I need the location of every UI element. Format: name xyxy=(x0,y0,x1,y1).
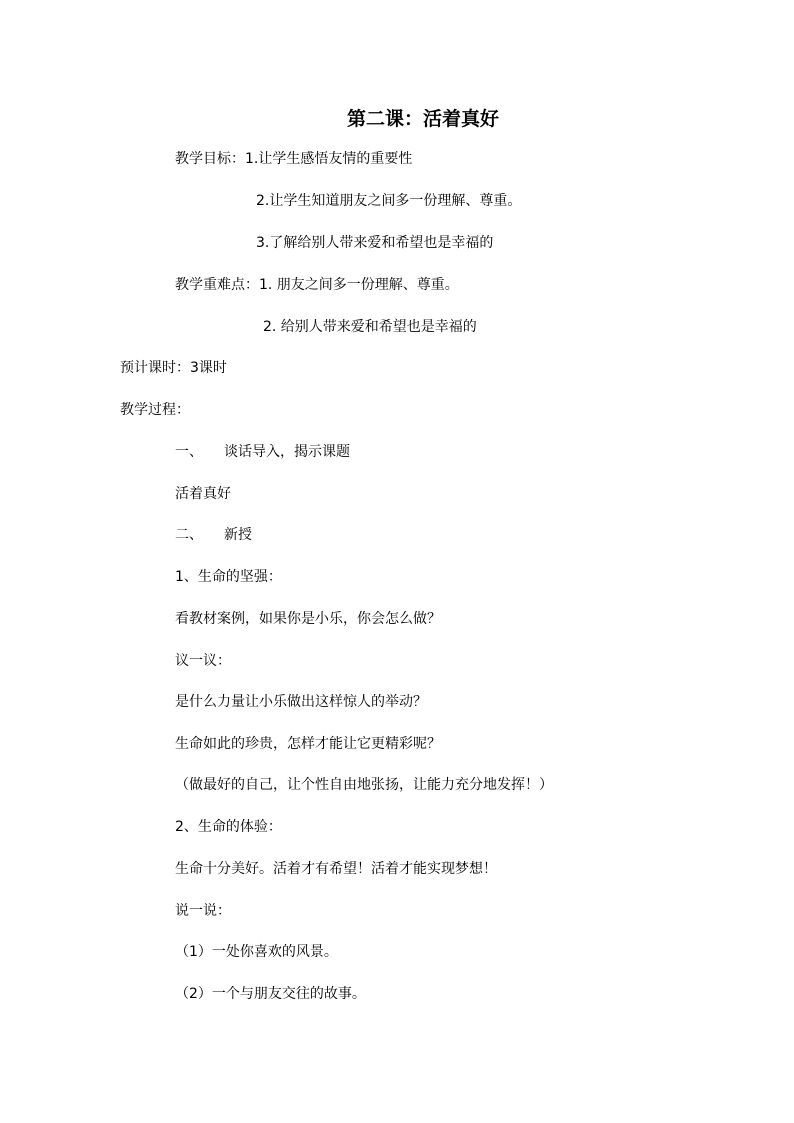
section-title: 谈话导入，揭示课题 xyxy=(224,444,350,460)
paragraph: 说一说： xyxy=(175,903,231,919)
paragraph: 2、生命的体验： xyxy=(175,819,282,835)
key-point-item: 1. 朋友之间多一份理解、尊重。 xyxy=(259,277,459,293)
paragraph: 生命如此的珍贵，怎样才能让它更精彩呢？ xyxy=(175,736,441,752)
section-number: 二、 xyxy=(175,527,203,543)
paragraph: （做最好的自己，让个性自由地张扬，让能力充分地发挥！） xyxy=(175,777,553,793)
key-point-item: 2. 给别人带来爱和希望也是幸福的 xyxy=(263,319,477,335)
section-heading xyxy=(175,443,350,461)
objective-item: 3.了解给别人带来爱和希望也是幸福的 xyxy=(256,235,494,251)
paragraph: 议一议： xyxy=(175,653,231,669)
class-hours: 预计课时：3课时 xyxy=(120,360,227,376)
section-number: 一、 xyxy=(175,444,203,460)
section-title: 新授 xyxy=(224,527,252,543)
objective-item: 1.让学生感悟友情的重要性 xyxy=(245,151,413,167)
objectives-line-1 xyxy=(175,150,412,168)
paragraph: 是什么力量让小乐做出这样惊人的举动？ xyxy=(175,694,427,710)
paragraph: （1）一处你喜欢的风景。 xyxy=(175,944,338,960)
paragraph: 活着真好 xyxy=(175,486,231,502)
key-points-label: 教学重难点： xyxy=(175,277,259,293)
objectives-label: 教学目标： xyxy=(175,151,245,167)
document-title: 第二课：活着真好 xyxy=(346,108,499,130)
paragraph: 看教材案例，如果你是小乐，你会怎么做？ xyxy=(175,611,441,627)
paragraph: 生命十分美好。活着才有希望！活着才能实现梦想！ xyxy=(175,861,497,877)
key-points-line-1 xyxy=(175,276,459,294)
objective-item: 2.让学生知道朋友之间多一份理解、尊重。 xyxy=(256,193,522,209)
paragraph: （2）一个与朋友交往的故事。 xyxy=(175,986,366,1002)
section-heading xyxy=(175,526,252,544)
process-label: 教学过程： xyxy=(120,402,190,418)
paragraph: 1、生命的坚强： xyxy=(175,569,282,585)
